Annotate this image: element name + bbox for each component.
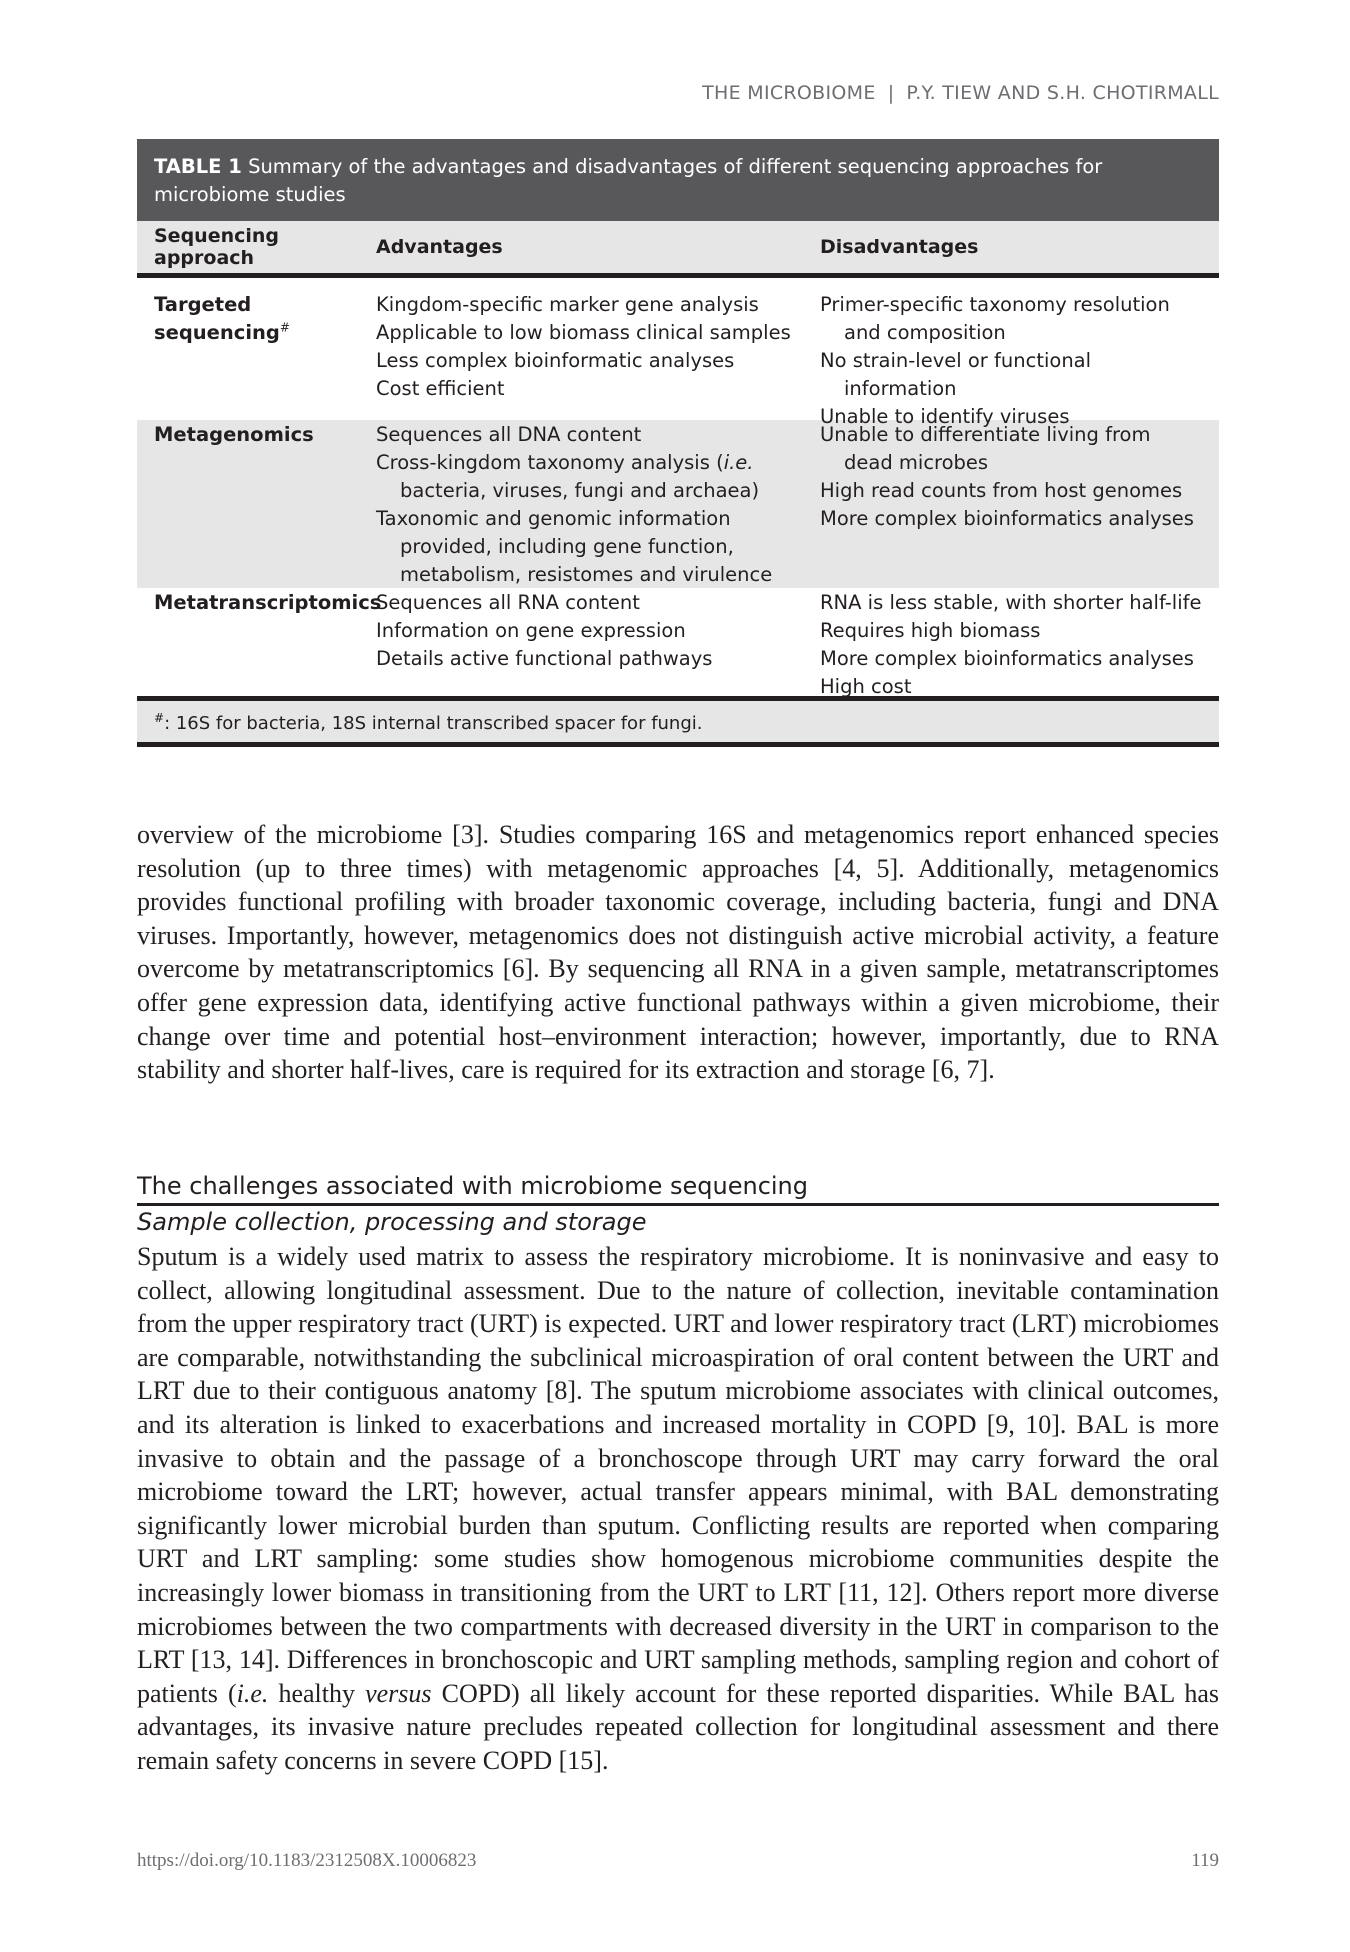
table-caption [137,139,1219,221]
footnote-text: : 16S for bacteria, 18S internal transcribed spacer for fungi. [164,713,703,734]
italic-versus: versus [365,1678,432,1708]
disadvantage-item: Primer-specific taxonomy resolution [820,293,1170,316]
paragraph-text: COPD) all likely account for these reported disparities. While BAL has advantages, its invasive nature precludes repeated collection for longitudinal assessment and there remain safety concerns in severe COPD [15]. [137,1678,1219,1775]
body-paragraph-1: overview of the microbiome [3]. Studies comparing 16S and metagenomics report enhanced species resolution (up to three times) with metagenomic approaches [4, 5]. Additionally, metagenomics provides functional profiling with broader taxonomic coverage, including bacteria, fungi and DNA viruses. Importantly, however, metagenomics does not distinguish active microbial activity, a feature overcome by metatranscriptomics [6]. By sequencing all RNA in a given sample, metatranscriptomes offer gene expression data, identifying active functional pathways within a given microbiome, their change over time and potential host–environment interaction; however, importantly, due to RNA stability and shorter half-lives, care is required for its extraction and storage [6, 7]. [137,820,1219,1085]
italic-ie: i.e. [236,1678,269,1708]
advantage-item: Cost efficient [376,377,505,400]
row-disadvantages [820,291,1219,428]
disadvantage-item: High read counts from host genomes [820,479,1183,502]
table-row [137,588,1219,701]
table-1 [137,139,1219,747]
disadvantage-item: High cost [820,675,912,698]
row-approach: Metagenomics [154,423,314,446]
approach-label: Targeted sequencing [154,293,280,344]
table-row [137,278,1219,428]
table-caption-line1: Summary of the advantages and disadvantages of different sequencing approaches for [248,155,1103,178]
advantage-item: Kingdom-specific marker gene analysis [376,293,759,316]
disadvantage-item: More complex bioinformatics analyses [820,507,1194,530]
disadvantage-item: No strain-level or functional [820,349,1092,372]
advantage-item-continued: provided, including gene function, [400,535,734,558]
advantage-italic-ie: i.e. [723,451,754,474]
table-row [137,420,1219,588]
running-head-authors: P.Y. TIEW AND S.H. CHOTIRMALL [906,82,1219,104]
footnote-marker: # [279,320,290,335]
table-caption-line2: microbiome studies [154,183,346,206]
column-header-approach: Sequencing approach [154,225,280,269]
advantage-item-continued: metabolism, resistomes and virulence [400,563,773,586]
footnote-symbol: # [154,711,165,725]
running-head [702,82,1219,104]
body-paragraph-2 [137,1240,1219,1778]
subsection-heading: Sample collection, processing and storage [137,1208,647,1236]
disadvantage-item-continued: information [844,377,957,400]
advantage-item: Applicable to low biomass clinical samples [376,321,791,344]
running-head-separator: | [887,82,895,104]
row-disadvantages [820,421,1219,588]
advantage-item [376,449,820,477]
row-disadvantages [820,589,1219,696]
paragraph-text: Sputum is a widely used matrix to assess the respiratory microbiome. It is noninvasive and easy to collect, allowing longitudinal assessment. Due to the nature of collection, inevitable contamination from the upper respiratory tract (URT) is expected. URT and lower respiratory tract (LRT) microbiomes are comparable, notwithstanding the subclinical microaspiration of oral content between the URT and LRT due to their contiguous anatomy [8]. The sputum microbiome associates with clinical outcomes, and its alteration is linked to exacerbations and increased mortality in COPD [9, 10]. BAL is more invasive to obtain and the passage of a bronchoscope through URT may carry forward the oral microbiome toward the LRT; however, actual transfer appears minimal, with BAL demonstrating significantly lower microbial burden than sputum. Conflicting results are reported when comparing URT and LRT sampling: some studies show homogenous microbiome communities despite the increasingly lower biomass in transitioning from the URT to LRT [11, 12]. Others report more diverse microbiomes between the two compartments with decreased diversity in the URT in comparison to the LRT [13, 14]. Differences in bronchoscopic and URT sampling methods, sampling region and cohort of patients ( [137,1242,1219,1708]
disadvantage-item-continued: dead microbes [844,451,989,474]
advantage-item: Sequences all RNA content [376,591,640,614]
advantage-item: Sequences all DNA content [376,423,642,446]
row-approach [137,291,376,420]
advantage-item: Details active functional pathways [376,647,713,670]
row-approach: Metatranscriptomics [154,591,382,614]
section-heading: The challenges associated with microbiome sequencing [137,1172,1219,1206]
row-advantages [376,589,820,696]
table-header-row [137,221,1219,278]
advantage-item: Information on gene expression [376,619,686,642]
disadvantage-item: Unable to identify viruses [820,405,1070,428]
row-advantages [376,291,820,420]
row-advantages [376,421,820,588]
advantage-item-continued: bacteria, viruses, fungi and archaea) [400,479,760,502]
advantage-text: Cross-kingdom taxonomy analysis ( [376,451,724,474]
disadvantage-item: RNA is less stable, with shorter half-life [820,591,1202,614]
disadvantage-item: Unable to differentiate living from [820,423,1151,446]
advantage-item: Taxonomic and genomic information [376,507,731,530]
paragraph-text: healthy [268,1678,366,1708]
advantage-item: Less complex bioinformatic analyses [376,349,735,372]
doi-link[interactable]: https://doi.org/10.1183/2312508X.10006823 [137,1850,477,1871]
column-header-advantages: Advantages [376,236,503,258]
table-label: TABLE 1 [154,155,242,178]
disadvantage-item: More complex bioinformatics analyses [820,647,1194,670]
page-number: 119 [1191,1850,1219,1871]
running-head-title: THE MICROBIOME [702,82,876,104]
column-header-disadvantages: Disadvantages [820,236,979,258]
disadvantage-item: Requires high biomass [820,619,1041,642]
table-footnote [137,701,1219,747]
disadvantage-item-continued: and composition [844,321,1006,344]
